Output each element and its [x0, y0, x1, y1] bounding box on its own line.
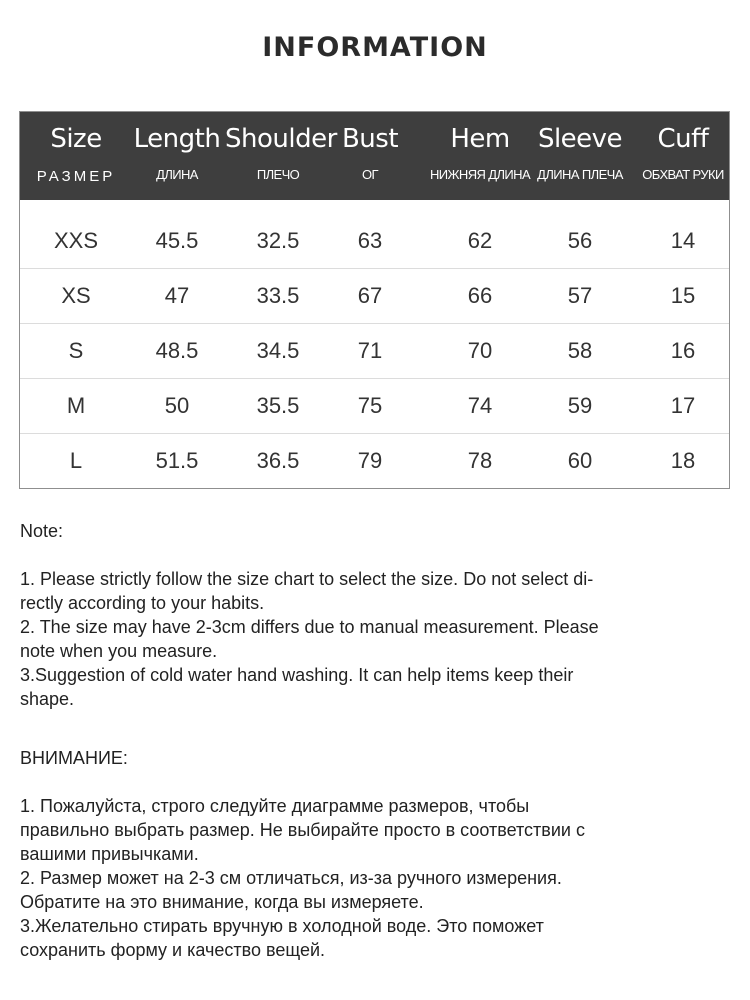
table-cell-cuff: 16 [670, 338, 696, 363]
note-ru-heading: ВНИМАНИЕ: [20, 748, 128, 768]
table-cell-bust: 63 [357, 228, 383, 253]
page-title: INFORMATION [262, 32, 488, 63]
header-bust [330, 112, 410, 200]
header-sleeve [530, 112, 630, 200]
table-cell-shoulder: 36.5 [256, 448, 300, 473]
table-cell-shoulder: 35.5 [256, 393, 300, 418]
table-cell-bust: 75 [357, 393, 383, 418]
header-label-ru: ОГ [362, 167, 378, 182]
header-label-ru: ДЛИНА ПЛЕЧА [537, 167, 623, 182]
table-cell-sleeve: 56 [567, 228, 593, 253]
table-cell-bust: 67 [357, 283, 383, 308]
table-cell-sleeve: 59 [567, 393, 593, 418]
note-line: note when you measure. [20, 641, 218, 661]
note-ru-line: 3.Желательно стирать вручную в холодной воде. Это поможет [20, 916, 544, 936]
note-line: 2. The size may have 2-3cm differs due to manual measurement. Please [20, 617, 599, 637]
table-cell-hem: 62 [467, 228, 493, 253]
table-cell-cuff: 17 [670, 393, 696, 418]
note-ru-line: вашими привычками. [20, 844, 199, 864]
table-row [20, 269, 729, 324]
note-line: 1. Please strictly follow the size chart to select the size. Do not select di- [20, 569, 594, 589]
table-cell-shoulder: 33.5 [256, 283, 300, 308]
header-label-en: Length [133, 124, 221, 154]
header-label-en: Bust [341, 124, 399, 154]
table-cell-length: 47 [164, 283, 190, 308]
table-cell-cuff: 14 [670, 228, 696, 253]
table-cell-size: XXS [53, 228, 99, 253]
header-hem [420, 112, 540, 200]
table-header [20, 112, 729, 200]
header-label-en: Size [50, 124, 102, 154]
table-cell-cuff: 15 [670, 283, 696, 308]
header-label-en: Shoulder [225, 124, 337, 154]
table-row [20, 214, 729, 269]
note-ru-line: Обратите на это внимание, когда вы измеряете. [20, 892, 424, 912]
note-ru-section [20, 746, 732, 962]
note-line: shape. [20, 689, 75, 709]
header-label-ru: ПЛЕЧО [256, 167, 300, 182]
table-cell-hem: 70 [467, 338, 493, 363]
table-cell-length: 50 [164, 393, 190, 418]
note-line: rectly according to your habits. [20, 593, 265, 613]
table-row [20, 324, 729, 379]
table-cell-length: 51.5 [155, 448, 199, 473]
header-size [20, 112, 132, 200]
table-cell-hem: 66 [467, 283, 493, 308]
header-cuff [635, 112, 731, 200]
header-label-ru: РАЗМЕР [36, 168, 116, 185]
table-cell-sleeve: 60 [567, 448, 593, 473]
header-label-ru: ОБХВАТ РУКИ [642, 167, 724, 182]
note-heading: Note: [20, 521, 64, 541]
table-cell-sleeve: 57 [567, 283, 593, 308]
table-cell-bust: 79 [357, 448, 383, 473]
note-section [20, 519, 732, 711]
table-cell-size: M [66, 393, 86, 418]
header-label-en: Hem [450, 124, 510, 154]
table-cell-shoulder: 34.5 [256, 338, 300, 363]
note-ru-line: правильно выбрать размер. Не выбирайте просто в соответствии с [20, 820, 585, 840]
table-cell-shoulder: 32.5 [256, 228, 300, 253]
table-body [20, 214, 729, 488]
note-ru-line: 2. Размер может на 2-3 см отличаться, из-за ручного измерения. [20, 868, 562, 888]
header-label-en: Cuff [657, 124, 709, 154]
header-label-en: Sleeve [537, 124, 623, 154]
table-cell-hem: 78 [467, 448, 493, 473]
table-cell-size: L [69, 448, 83, 473]
table-cell-sleeve: 58 [567, 338, 593, 363]
header-label-ru: ДЛИНА [156, 167, 198, 182]
header-shoulder [225, 112, 337, 200]
note-line: 3.Suggestion of cold water hand washing. It can help items keep their [20, 665, 574, 685]
table-cell-cuff: 18 [670, 448, 696, 473]
table-cell-size: XS [61, 283, 91, 308]
header-length [123, 112, 231, 200]
table-cell-length: 48.5 [155, 338, 199, 363]
table-row [20, 379, 729, 434]
table-row [20, 434, 729, 488]
size-chart-table [19, 111, 730, 489]
header-label-ru: НИЖНЯЯ ДЛИНА [429, 167, 531, 182]
table-cell-bust: 71 [357, 338, 383, 363]
note-ru-line: 1. Пожалуйста, строго следуйте диаграмме размеров, чтобы [20, 796, 530, 816]
table-cell-length: 45.5 [155, 228, 199, 253]
table-cell-hem: 74 [467, 393, 493, 418]
table-cell-size: S [68, 338, 84, 363]
note-ru-line: сохранить форму и качество вещей. [20, 940, 326, 960]
